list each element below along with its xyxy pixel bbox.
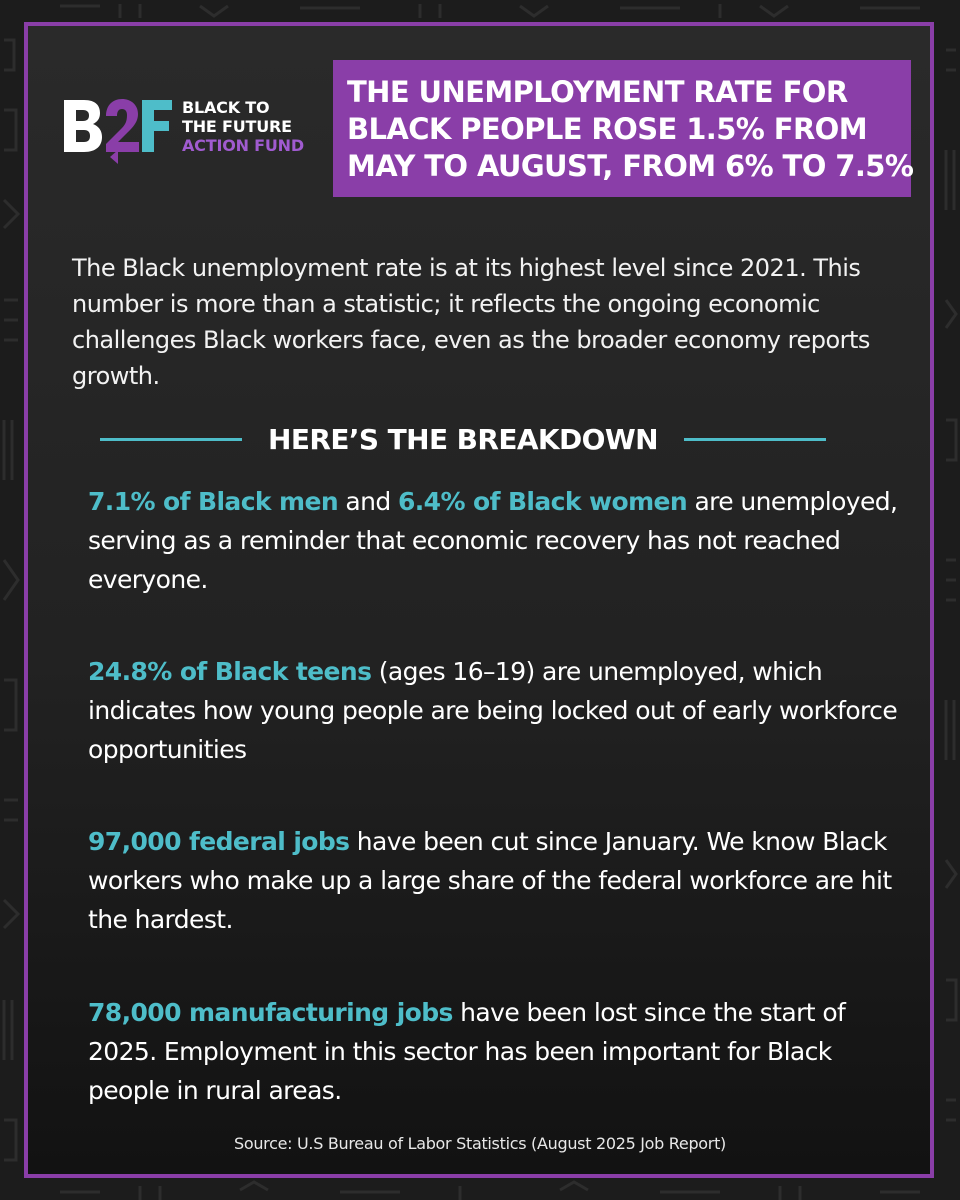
stat-text: are unemployed, serving as a reminder that economic recovery has not reached everyone. xyxy=(88,487,898,594)
logo-line-1: BLACK TO xyxy=(182,98,270,117)
stat-item-black-teens xyxy=(88,652,898,769)
breakdown-divider-right xyxy=(684,438,826,441)
headline-banner xyxy=(333,60,914,197)
stat-text: have been lost since the start of 2025. Employment in this sector has been important for Black people in rural areas. xyxy=(88,998,846,1105)
intro-paragraph: The Black unemployment rate is at its highest level since 2021. This number is more than a statistic; it reflects the ongoing economic challenges Black workers face, even as the broader economy reports growth. xyxy=(72,254,870,390)
stat-item-manufacturing-jobs xyxy=(88,993,898,1110)
stat-item-federal-jobs xyxy=(88,822,898,939)
headline-line-1: THE UNEMPLOYMENT RATE FOR xyxy=(347,75,848,109)
stat-connector: and xyxy=(338,487,398,516)
logo-wordmark xyxy=(182,98,304,155)
stat-highlight-teens: 24.8% of Black teens xyxy=(88,657,372,686)
logo-line-2: THE FUTURE xyxy=(182,117,292,136)
source-citation: Source: U.S Bureau of Labor Statistics (August 2025 Job Report) xyxy=(233,1134,726,1153)
stat-item-black-men-women xyxy=(88,482,898,599)
stat-text: (ages 16–19) are unemployed, which indicates how young people are being locked out of early workforce opportunities xyxy=(88,657,898,764)
breakdown-title: HERE’S THE BREAKDOWN xyxy=(268,423,658,456)
b2f-logo-mark xyxy=(62,96,174,166)
stat-highlight-women: 6.4% of Black women xyxy=(397,487,688,516)
logo-line-3: ACTION FUND xyxy=(182,136,304,155)
breakdown-header xyxy=(100,420,826,460)
stat-highlight-federal: 97,000 federal jobs xyxy=(88,827,350,856)
headline-line-2: BLACK PEOPLE ROSE 1.5% FROM xyxy=(347,112,867,146)
stat-text: have been cut since January. We know Black workers who make up a large share of the federal workforce are hit the hardest. xyxy=(88,827,892,934)
stat-highlight-manufacturing: 78,000 manufacturing jobs xyxy=(88,998,453,1027)
stat-highlight-men: 7.1% of Black men xyxy=(88,487,339,516)
headline-line-3: MAY TO AUGUST, FROM 6% TO 7.5% xyxy=(347,149,914,183)
b2f-logo xyxy=(62,96,322,166)
